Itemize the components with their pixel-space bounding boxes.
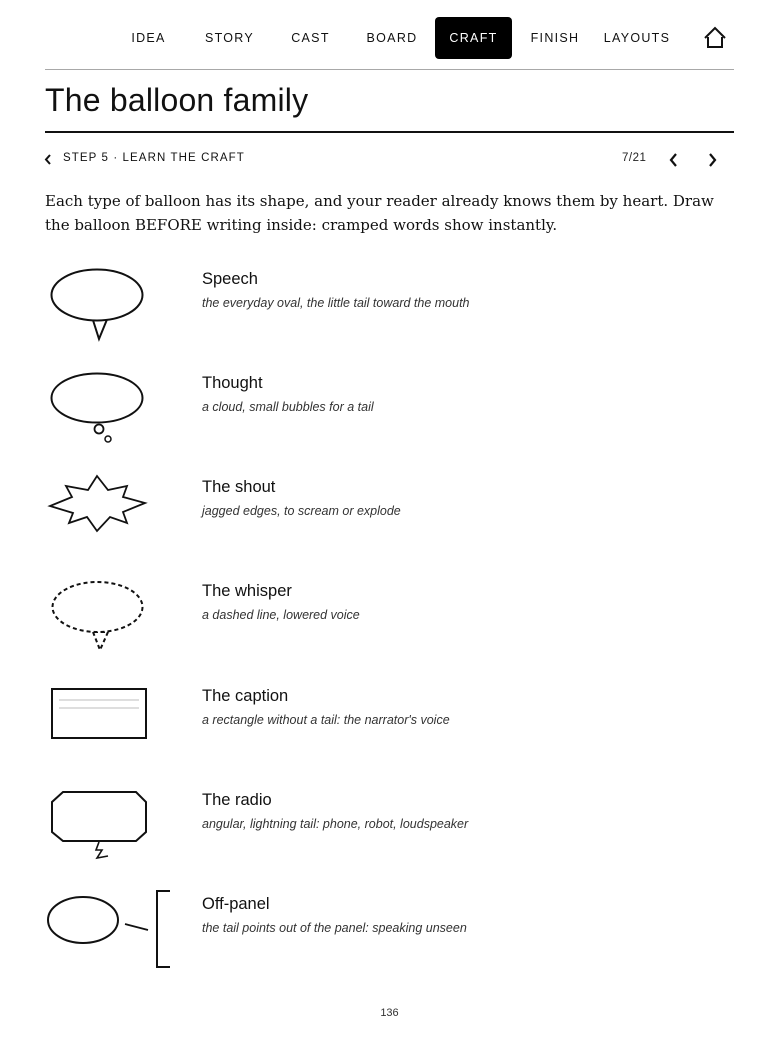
radio-balloon-icon [45, 783, 180, 883]
balloon-name: Off-panel [202, 895, 270, 913]
balloon-name: Speech [202, 270, 258, 288]
list-item [45, 783, 734, 883]
balloon-name: The shout [202, 478, 276, 496]
balloon-description: a dashed line, lowered voice [202, 608, 360, 622]
balloon-description: a rectangle without a tail: the narrator's voice [202, 713, 450, 727]
page-number: 136 [380, 1007, 399, 1019]
balloon-description: the tail points out of the panel: speaking unseen [202, 921, 467, 935]
tab-board[interactable]: BOARD [366, 31, 418, 45]
tab-craft[interactable]: CRAFT [435, 17, 512, 59]
balloon-description: the everyday oval, the little tail toward the mouth [202, 296, 470, 310]
balloon-name: The caption [202, 687, 289, 705]
list-item [45, 679, 734, 779]
balloon-name: Thought [202, 374, 263, 392]
top-nav [110, 17, 676, 59]
page-title: The balloon family [45, 82, 309, 118]
chevron-right-icon [702, 148, 722, 170]
speech-balloon-icon [45, 262, 180, 362]
step-label: STEP 5 · LEARN THE CRAFT [63, 152, 245, 164]
list-item [45, 262, 734, 362]
list-item [45, 470, 734, 570]
list-item [45, 574, 734, 674]
list-item [45, 366, 734, 466]
tab-idea[interactable]: IDEA [131, 31, 166, 45]
tab-cast[interactable]: CAST [291, 31, 330, 45]
next-page-button[interactable] [702, 148, 722, 170]
off-panel-balloon-icon [45, 887, 180, 987]
balloon-name: The whisper [202, 582, 292, 600]
tab-finish[interactable]: FINISH [530, 31, 580, 45]
whisper-balloon-icon [45, 574, 180, 674]
chevron-left-icon [664, 148, 684, 170]
shout-balloon-icon [45, 470, 180, 570]
intro-paragraph: Each type of balloon has its shape, and your reader already knows them by heart. Draw the balloon BEFORE writing inside: cramped words show instantly. [45, 192, 714, 234]
tab-story[interactable]: STORY [204, 31, 255, 45]
balloon-name: The radio [202, 791, 272, 809]
balloon-description: jagged edges, to scream or explode [202, 504, 401, 518]
page-counter: 7/21 [622, 152, 647, 164]
chevron-left-icon[interactable] [40, 149, 56, 169]
nav-divider [45, 69, 734, 70]
list-item [45, 887, 734, 987]
balloon-description: a cloud, small bubbles for a tail [202, 400, 374, 414]
balloon-description: angular, lightning tail: phone, robot, loudspeaker [202, 817, 469, 831]
step-bar [40, 147, 734, 171]
title-divider [45, 131, 734, 133]
home-icon[interactable] [702, 25, 728, 51]
previous-page-button[interactable] [664, 148, 684, 170]
caption-box-icon [45, 679, 180, 779]
thought-balloon-icon [45, 366, 180, 466]
tab-layouts[interactable]: LAYOUTS [603, 31, 671, 45]
